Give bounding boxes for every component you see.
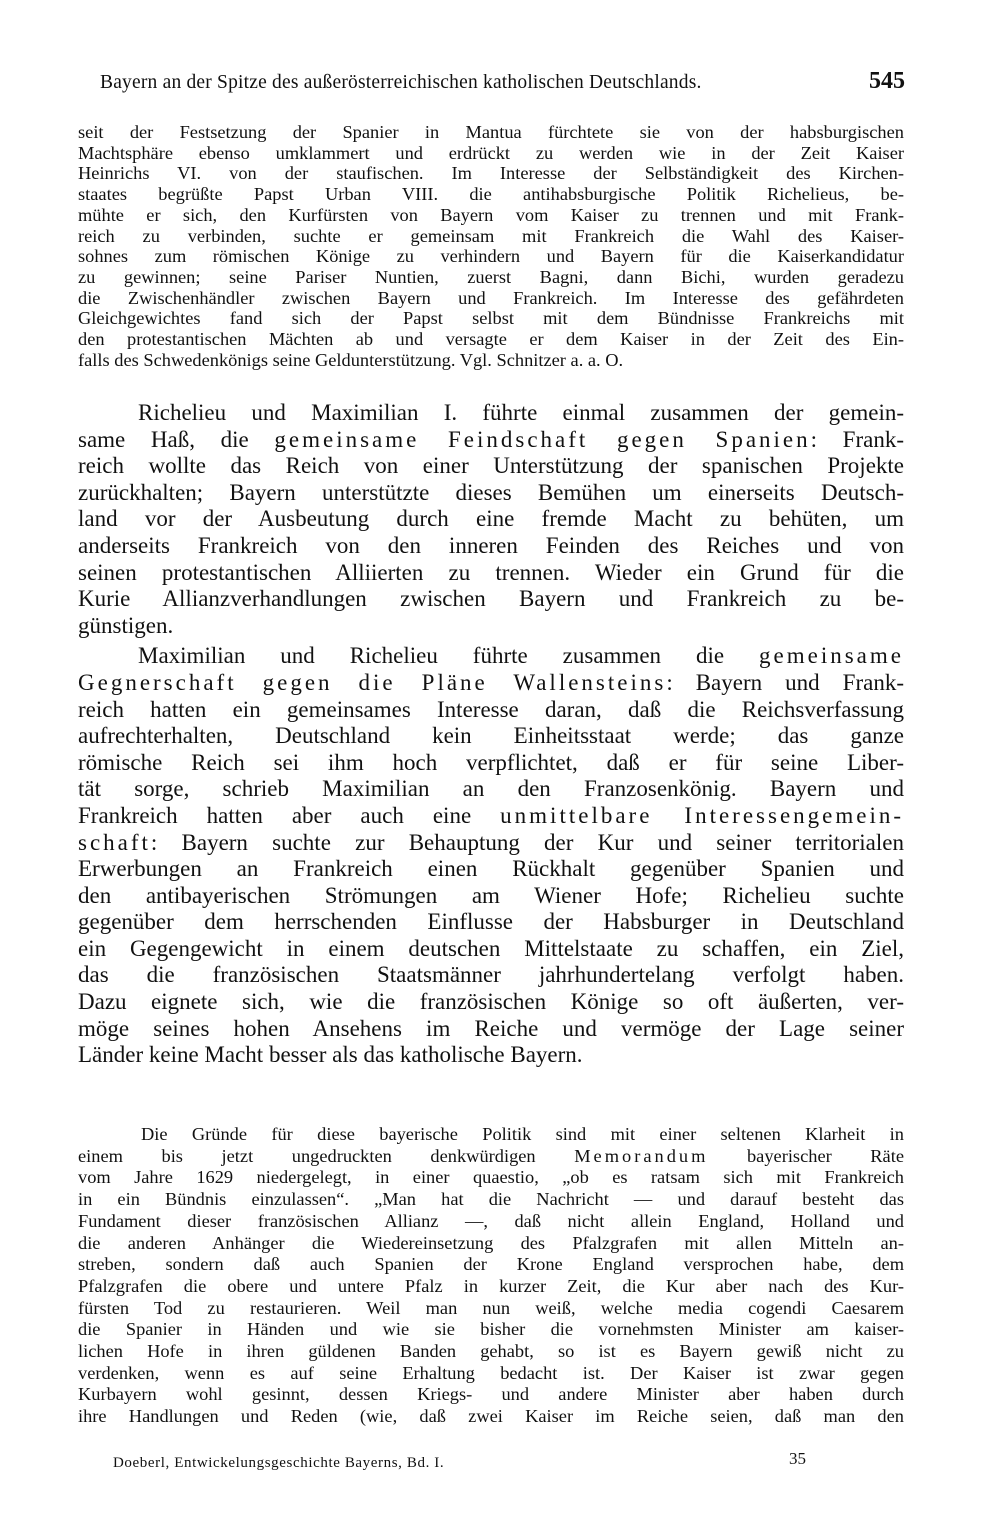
emphasis-spaced: Memorandum <box>574 1145 709 1166</box>
footnote-line: Kurbayern wohl gesinnt, dessen Kriegs- und andere Minister aber haben durch <box>78 1384 904 1405</box>
footnote-line: verdenken, wenn es auf seine Erhaltung bedacht ist. Der Kaiser ist zwar gegen <box>78 1362 904 1383</box>
signature-mark: 35 <box>789 1449 806 1468</box>
paragraph-1 <box>78 400 904 639</box>
note-line: sohnes zum römischen Könige zu verhindern und Bayern für die Kaiserkandidatur <box>78 246 904 267</box>
text-line: tät sorge, schrieb Maximilian an den Franzosenkönig. Bayern und <box>78 776 904 802</box>
emphasis-spaced: Gegnerschaft gegen die Pläne Wallensteins <box>78 669 667 695</box>
footnote-line: Pfalzgrafen die obere und untere Pfalz in kurzer Zeit, die Kur aber nach des Kur- <box>78 1275 904 1296</box>
footnote-line <box>78 1146 904 1168</box>
footnote-line: die Spanier in Händen und wie sie bisher die vornehmsten Minister am kaiser- <box>78 1319 904 1340</box>
text-line: zurückhalten; Bayern unterstützte dieses Bemühen um einerseits Deutsch- <box>78 479 904 505</box>
text-run: Frankreich hatten aber auch eine <box>78 802 501 828</box>
text-line: ein Gegengewicht in einem deutschen Mittelstaate zu schaffen, ein Ziel, <box>78 935 904 961</box>
note-line: mühte er sich, den Kurfürsten von Bayern vom Kaiser zu trennen und mit Frank- <box>78 204 904 225</box>
footnote-line: in ein Bündnis einzulassen“. „Man hat die Nachricht — und darauf besteht das <box>78 1189 904 1210</box>
footnote-line: Die Gründe für diese bayerische Politik sind mit einer seltenen Klarheit in <box>141 1124 904 1144</box>
text-line: Richelieu und Maximilian I. führte einmal zusammen der gemein- <box>138 400 904 425</box>
footnote-line: Fundament dieser französischen Allianz —, daß nicht allein England, Holland und <box>78 1210 904 1231</box>
note-line: seit der Festsetzung der Spanier in Mantua fürchtete sie von der habsburgischen <box>78 122 904 142</box>
note-line: Heinrichs VI. von der staufischen. Im Interesse der Selbständigkeit des Kirchen- <box>78 163 904 184</box>
note-line: staates begrüßte Papst Urban VIII. die antihabsburgische Politik Richelieus, be- <box>78 184 904 205</box>
page-footer <box>113 1451 813 1475</box>
text-line: römische Reich sei ihm hoch verpflichtet, daß er für seine Liber- <box>78 749 904 775</box>
text-line: land vor der Ausbeutung durch eine fremde Macht zu behüten, um <box>78 506 904 532</box>
text-run: same Haß, die <box>78 426 275 452</box>
text-run: : Frank- <box>810 426 904 452</box>
note-line: Gleichgewichtes fand sich der Papst selbst mit dem Bündnisse Frankreichs mit <box>78 308 904 329</box>
emphasis-spaced: gemeinsame <box>759 643 904 669</box>
footnote-line: lichen Hofe in ihren güldenen Banden gehabt, so ist es Bayern gewiß nicht zu <box>78 1341 904 1362</box>
text-line: reich wollte das Reich von einer Unterstützung der spanischen Projekte <box>78 453 904 479</box>
body-text <box>78 400 904 1069</box>
footnote <box>78 1124 904 1428</box>
running-header <box>100 68 905 106</box>
text-run: : Bayern suchte zur Behauptung der Kur und seiner territorialen <box>150 829 904 855</box>
text-line <box>78 803 904 830</box>
text-line: aufrechterhalten, Deutschland kein Einheitsstaat werde; das ganze <box>78 723 904 749</box>
text-line: möge seines hohen Ansehens im Reiche und vermöge der Lage seiner <box>78 1015 904 1041</box>
text-line: günstigen. <box>78 612 174 638</box>
text-run: einem bis jetzt ungedruckten denkwürdigen <box>78 1145 575 1166</box>
emphasis-spaced: unmittelbare Interessengemein- <box>500 802 904 828</box>
text-run: Maximilian und Richelieu führte zusammen die <box>138 643 760 669</box>
emphasis-spaced: schaft <box>78 829 151 855</box>
emphasis-spaced: gemeinsame Feindschaft gegen Spanien <box>274 426 811 452</box>
note-line: den protestantischen Mächten ab und versagte er dem Kaiser in der Zeit des Ein- <box>78 329 904 350</box>
text-line: Dazu eignete sich, wie die französischen Könige so oft äußerten, ver- <box>78 989 904 1015</box>
text-line <box>78 643 904 670</box>
note-line: falls des Schwedenkönigs seine Geldunterstützung. Vgl. Schnitzer a. a. O. <box>78 349 624 370</box>
text-line: den antibayerischen Strömungen am Wiener Hofe; Richelieu suchte <box>78 882 904 908</box>
text-line <box>78 830 904 857</box>
footnote-line: streben, sondern daß auch Spanien der Krone England versprochen habe, dem <box>78 1254 904 1275</box>
text-line: Erwerbungen an Frankreich einen Rückhalt gegenüber Spanien und <box>78 856 904 882</box>
text-line: das die französischen Staatsmänner jahrhundertelang verfolgt haben. <box>78 962 904 988</box>
note-line: Machtsphäre ebenso umklammert und erdrückt zu werden wie in der Zeit Kaiser <box>78 142 904 163</box>
text-line <box>78 670 904 697</box>
footer-source: Doeberl, Entwickelungsgeschichte Bayerns, Bd. I. <box>113 1455 445 1471</box>
text-line: Länder keine Macht besser als das katholische Bayern. <box>78 1042 583 1068</box>
top-note <box>78 122 904 370</box>
text-line <box>78 427 904 454</box>
text-line: gegenüber dem herrschenden Einflusse der Habsburger in Deutschland <box>78 909 904 935</box>
note-line: zu gewinnen; seine Pariser Nuntien, zuerst Bagni, dann Bichi, wurden geradezu <box>78 266 904 287</box>
note-line: die Zwischenhändler zwischen Bayern und Frankreich. Im Interesse des gefährdeten <box>78 287 904 308</box>
text-line: seinen protestantischen Alliierten zu trennen. Wieder ein Grund für die <box>78 559 904 585</box>
note-line: reich zu verbinden, suchte er gemeinsam mit Frankreich die Wahl des Kaiser- <box>78 225 904 246</box>
text-run: bayerischer Räte <box>708 1145 904 1166</box>
footnote-line: vom Jahre 1629 niedergelegt, in einer quaestio, „ob es ratsam sich mit Frankreich <box>78 1167 904 1188</box>
paragraph-2 <box>78 643 904 1069</box>
text-line: anderseits Frankreich von den inneren Feinden des Reiches und von <box>78 532 904 558</box>
text-line: Kurie Allianzverhandlungen zwischen Bayern und Frankreich zu be- <box>78 586 904 612</box>
footnote-line: die anderen Anhänger die Wiedereinsetzung des Pfalzgrafen mit allen Mitteln an- <box>78 1232 904 1253</box>
footnote-line: ihre Handlungen und Reden (wie, daß zwei Kaiser im Reiche seien, daß man den <box>78 1406 904 1427</box>
page-number: 545 <box>869 68 905 94</box>
running-title: Bayern an der Spitze des außerösterreichischen katholischen Deutschlands. <box>100 72 702 93</box>
text-run: : Bayern und Frank- <box>666 669 904 695</box>
footnote-line: fürsten Tod zu restaurieren. Weil man nun weiß, welche media cogendi Caesarem <box>78 1297 904 1318</box>
text-line: reich hatten ein gemeinsames Interesse daran, daß die Reichsverfassung <box>78 696 904 722</box>
